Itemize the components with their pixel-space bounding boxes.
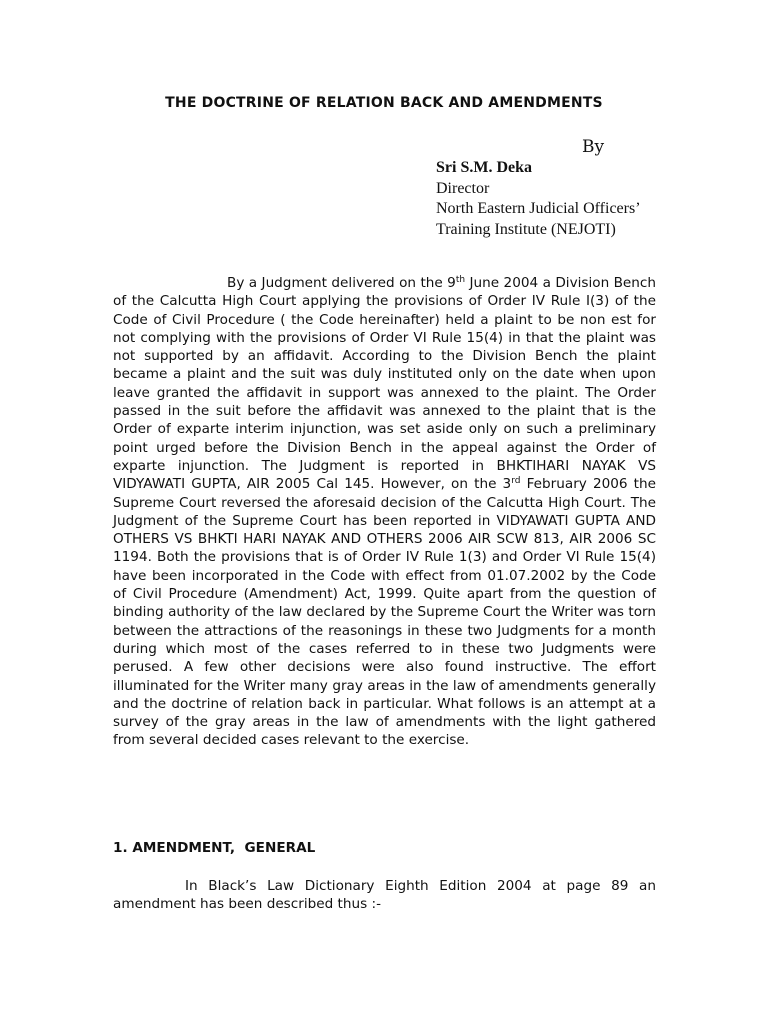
ordinal-suffix-rd: rd: [511, 476, 521, 487]
section-paragraph: [113, 877, 656, 914]
document-title: THE DOCTRINE OF RELATION BACK AND AMENDMENTS: [165, 95, 603, 111]
section-paragraph-text: In Black’s Law Dictionary Eighth Edition 2004 at page 89 an amendment has been described thus :-: [113, 878, 656, 913]
author-position: Director: [436, 179, 490, 197]
author-institute-line1: North Eastern Judicial Officers’: [436, 200, 641, 217]
author-institute-line2: Training Institute (NEJOTI): [436, 220, 616, 238]
ordinal-suffix-th: th: [455, 275, 466, 285]
intro-text-segment-3: February 2006 the Supreme Court reversed the aforesaid decision of the Calcutta High Court. The Judgment of the Supreme Court has been reported in VIDYAWATI GUPTA AND OTHERS VS BHKTI HARI NAYAK AND OTHERS 2006 AIR SCW 813, AIR 2006 SC 1194. Both the provisions that is of Order IV Rule 1(3) and Order VI Rule 15(4) have been incorporated in the Code with effect from 01.07.2002 by the Code of Civil Procedure (Amendment) Act, 1999. Quite apart from the question of binding authority of the law declared by the Supreme Court the Writer was torn between the attractions of the reasonings in these two Judgments for a month during which most of the cases referred to in these two Judgments were perused. A few other decisions were also found instructive. The effort illuminated for the Writer many gray areas in the law of amendments generally and the doctrine of relation back in particular. What follows is an attempt at a survey of the gray areas in the law of amendments with the light gathered from several decided cases relevant to the exercise.: [113, 476, 656, 749]
intro-text-segment-1: By a Judgment delivered on the 9: [227, 275, 456, 291]
intro-paragraph: [113, 274, 656, 750]
by-label: By: [582, 137, 605, 157]
author-name: Sri S.M. Deka: [436, 159, 532, 176]
intro-text-segment-2: June 2004 a Division Bench of the Calcutta High Court applying the provisions of Order IV Rule I(3) of the Code of Civil Procedure ( the Code hereinafter) held a plaint to be non est for not complying with the provisions of Order VI Rule 15(4) in that the plaint was not supported by an affidavit. According to the Division Bench the plaint became a plaint and the suit was duly instituted only on the date when upon leave granted the affidavit in support was annexed to the plaint. The Order passed in the suit before the affidavit was annexed to the plaint that is the Order of exparte interim injunction, was set aside only on such a preliminary point urged before the Division Bench in the appeal against the Order of exparte injunction. The Judgment is reported in BHKTIHARI NAYAK VS VIDYAWATI GUPTA, AIR 2005 Cal 145. However, on the 3: [113, 275, 657, 493]
section-heading-amendment-general: 1. AMENDMENT, GENERAL: [113, 840, 316, 856]
author-block: [436, 158, 641, 240]
